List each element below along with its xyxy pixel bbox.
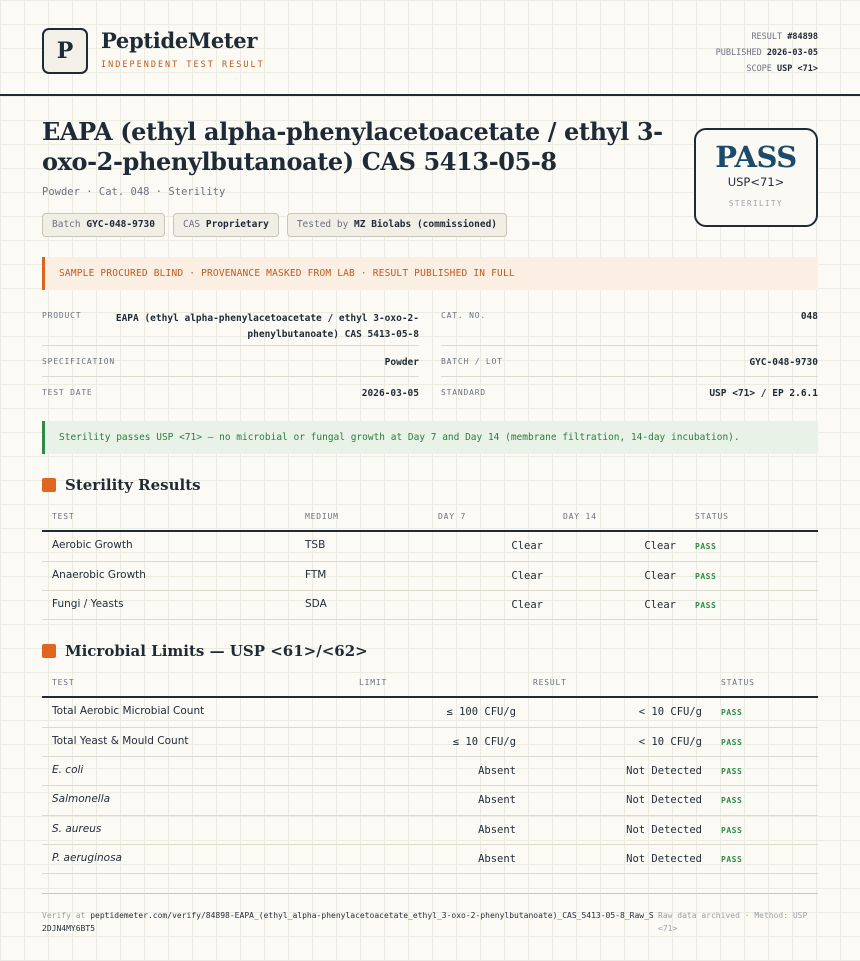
- column-header: STATUS: [721, 678, 755, 687]
- info-label: SPECIFICATION: [42, 357, 116, 366]
- verify-prefix: Verify at: [42, 911, 86, 920]
- status-badge: PASS: [721, 738, 743, 747]
- test-name: Salmonella: [52, 793, 111, 805]
- limit-value: ≤ 10 CFU/g: [452, 736, 516, 748]
- day7-result: Clear: [511, 570, 543, 582]
- table-row: [42, 591, 818, 620]
- day14-result: Clear: [644, 599, 676, 611]
- table-row: [42, 728, 818, 757]
- limit-value: Absent: [478, 765, 516, 777]
- status-badge: PASS: [721, 826, 743, 835]
- verify-link[interactable]: peptidemeter.com/verify/84898-EAPA_(ethyl_alpha-phenylacetoacetate_ethyl_3-oxo-2-phenylbutanoate)_CAS_5413-05-8_Raw_S2DJN4MY6BT5: [42, 911, 654, 933]
- table-row: [42, 816, 818, 845]
- scope-label: SCOPE: [746, 64, 772, 74]
- report-header: [0, 0, 860, 96]
- test-name: Total Aerobic Microbial Count: [52, 705, 205, 717]
- scope-value: USP <71>: [777, 64, 818, 74]
- brand-name: PeptideMeter: [101, 28, 258, 53]
- test-name: Total Yeast & Mould Count: [52, 735, 189, 747]
- divider: [441, 345, 818, 346]
- footer-divider: [42, 893, 818, 894]
- info-value: Powder: [384, 357, 419, 368]
- limit-value: Absent: [478, 824, 516, 836]
- section-marker-icon: [42, 644, 56, 658]
- chip-label: CAS: [182, 219, 201, 230]
- info-value: GYC-048-9730: [749, 357, 818, 368]
- info-value: EAPA (ethyl alpha-phenylacetoacetate / ethyl 3-oxo-2-phenylbutanoate) CAS 5413-05-8: [115, 313, 419, 340]
- result-value: Not Detected: [626, 765, 702, 777]
- column-header: TEST: [52, 678, 75, 687]
- test-name: Fungi / Yeasts: [52, 598, 124, 610]
- day14-result: Clear: [644, 570, 676, 582]
- status-badge: PASS: [695, 542, 717, 551]
- archive-note: Raw data archived · Method: USP <71>: [658, 911, 808, 933]
- verdict-badge: [694, 128, 818, 227]
- info-label: CAT. NO.: [441, 311, 486, 320]
- verdict-category: STERILITY: [728, 199, 784, 208]
- microbial-section-heading: [42, 642, 368, 660]
- info-value: 048: [800, 311, 818, 322]
- divider: [441, 376, 818, 377]
- column-header: DAY 14: [563, 512, 597, 521]
- sterility-table-header: [42, 512, 818, 532]
- column-header: LIMIT: [359, 678, 388, 687]
- info-label: STANDARD: [441, 388, 486, 397]
- divider: [42, 376, 419, 377]
- day7-result: Clear: [511, 599, 543, 611]
- limit-value: Absent: [478, 794, 516, 806]
- section-title: Microbial Limits — USP <61>/<62>: [65, 642, 368, 660]
- section-marker-icon: [42, 478, 56, 492]
- batch-chip: [42, 213, 165, 237]
- verdict-standard: USP<71>: [727, 175, 785, 189]
- brand-tagline: INDEPENDENT TEST RESULT: [101, 60, 265, 70]
- published-date: 2026-03-05: [766, 48, 818, 58]
- test-name: E. coli: [52, 764, 84, 776]
- section-title: Sterility Results: [65, 476, 201, 494]
- result-number: #84898: [787, 32, 818, 42]
- chip-label: Tested by: [296, 219, 349, 230]
- column-header: MEDIUM: [305, 512, 339, 521]
- column-header: TEST: [52, 512, 75, 521]
- chip-value: GYC-048-9730: [86, 219, 155, 230]
- status-badge: PASS: [721, 708, 743, 717]
- verdict-word: PASS: [715, 140, 797, 174]
- result-label: RESULT: [751, 32, 783, 42]
- procurement-notice: SAMPLE PROCURED BLIND · PROVENANCE MASKED FROM LAB · RESULT PUBLISHED IN FULL: [42, 257, 818, 290]
- info-label: TEST DATE: [42, 388, 93, 397]
- status-badge: PASS: [721, 796, 743, 805]
- summary-banner: Sterility passes USP <71> — no microbial or fungal growth at Day 7 and Day 14 (membrane filtration, 14-day incubation).: [42, 421, 818, 454]
- published-label: PUBLISHED: [715, 48, 762, 58]
- test-name: S. aureus: [52, 823, 102, 835]
- result-value: Not Detected: [626, 794, 702, 806]
- cas-chip: [173, 213, 279, 237]
- result-meta: [716, 29, 818, 77]
- column-header: DAY 7: [438, 512, 467, 521]
- status-badge: PASS: [695, 572, 717, 581]
- info-value: USP <71> / EP 2.6.1: [709, 388, 818, 399]
- tested-by-chip: [287, 213, 507, 237]
- day14-result: Clear: [644, 540, 676, 552]
- table-row: [42, 532, 818, 562]
- medium: SDA: [305, 598, 327, 610]
- result-value: Not Detected: [626, 853, 702, 865]
- result-value: Not Detected: [626, 824, 702, 836]
- product-title: EAPA (ethyl alpha-phenylacetoacetate / ethyl 3-oxo-2-phenylbutanoate) CAS 5413-05-8: [42, 117, 663, 176]
- divider: [42, 345, 419, 346]
- chip-value: Proprietary: [205, 219, 269, 230]
- info-value: 2026-03-05: [361, 388, 419, 399]
- limit-value: Absent: [478, 853, 516, 865]
- microbial-table-header: [42, 678, 818, 698]
- test-name: P. aeruginosa: [52, 852, 122, 864]
- limit-value: ≤ 100 CFU/g: [446, 706, 516, 718]
- status-badge: PASS: [721, 767, 743, 776]
- info-label: PRODUCT: [42, 311, 82, 320]
- verify-note: [42, 909, 654, 935]
- chip-label: Batch: [52, 219, 81, 230]
- column-header: RESULT: [533, 678, 567, 687]
- table-row: [42, 757, 818, 786]
- table-row: [42, 845, 818, 874]
- status-badge: PASS: [721, 855, 743, 864]
- table-row: [42, 562, 818, 591]
- logo-mark: P: [42, 28, 88, 74]
- sterility-section-heading: [42, 476, 201, 494]
- chip-value: MZ Biolabs (commissioned): [354, 219, 498, 230]
- table-row: [42, 786, 818, 816]
- test-name: Anaerobic Growth: [52, 569, 146, 581]
- day7-result: Clear: [511, 540, 543, 552]
- test-name: Aerobic Growth: [52, 539, 133, 551]
- column-header: STATUS: [695, 512, 729, 521]
- product-chips: [42, 213, 507, 237]
- info-label: BATCH / LOT: [441, 357, 503, 366]
- medium: TSB: [305, 539, 326, 551]
- result-value: < 10 CFU/g: [638, 706, 702, 718]
- medium: FTM: [305, 569, 327, 581]
- table-row: [42, 698, 818, 728]
- status-badge: PASS: [695, 601, 717, 610]
- product-subtitle: Powder · Cat. 048 · Sterility: [42, 186, 226, 198]
- result-value: < 10 CFU/g: [638, 736, 702, 748]
